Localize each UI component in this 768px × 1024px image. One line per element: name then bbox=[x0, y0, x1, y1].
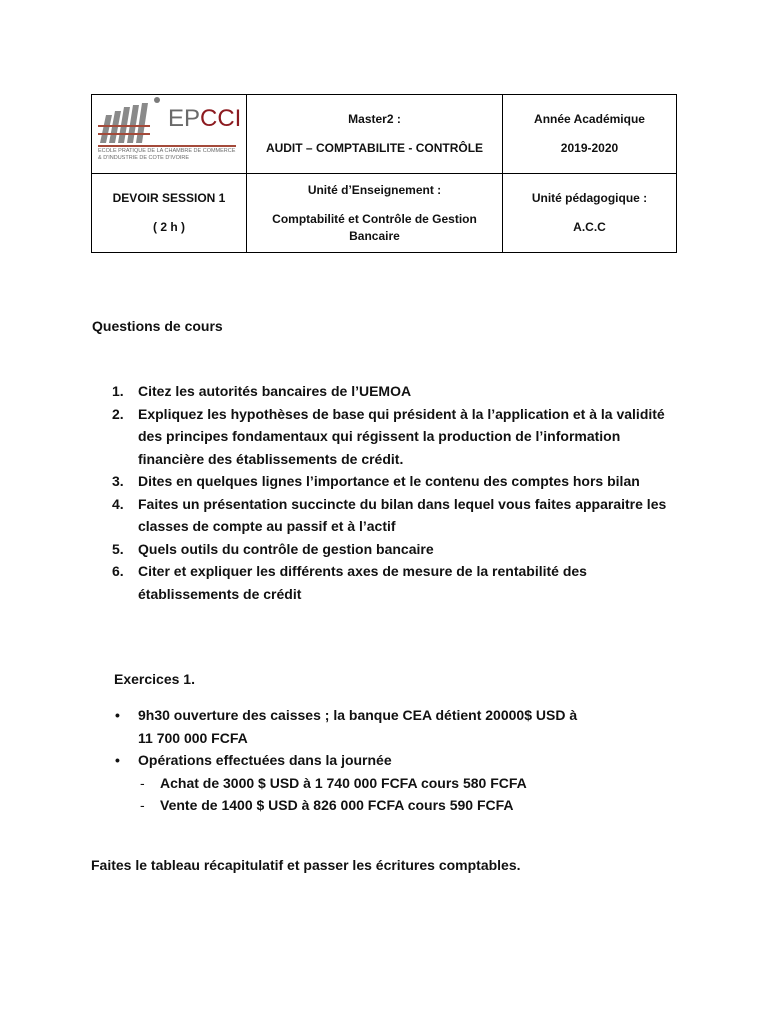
operation-text: Vente de 1400 $ USD à 826 000 FCFA cours 590 FCFA bbox=[160, 797, 514, 813]
logo-rule bbox=[98, 145, 236, 147]
bullet-icon: • bbox=[115, 707, 120, 723]
logo-dot bbox=[154, 97, 160, 103]
list-item bbox=[112, 704, 682, 749]
exercise-title: Exercices 1. bbox=[114, 671, 195, 687]
header-row-1 bbox=[92, 95, 677, 174]
dash-icon: - bbox=[140, 774, 145, 791]
logo-wordmark: EPCCI bbox=[168, 105, 242, 132]
question-text: Expliquez les hypothèses de base qui président à la l’application et à la validité des principes fondamentaux qui régissent la production de l’information financière des établissements de crédit. bbox=[138, 405, 665, 467]
question-item bbox=[112, 380, 682, 403]
question-text: Quels outils du contrôle de gestion bancaire bbox=[138, 540, 434, 557]
operations-list bbox=[138, 772, 682, 817]
question-text: Citez les autorités bancaires de l’UEMOA bbox=[138, 383, 412, 399]
year-cell bbox=[503, 95, 677, 174]
up-value: A.C.C bbox=[573, 220, 606, 234]
logo-cell bbox=[92, 95, 247, 174]
up-label: Unité pédagogique : bbox=[531, 191, 648, 205]
exam-title: DEVOIR SESSION 1 bbox=[112, 191, 226, 205]
year-label: Année Académique bbox=[534, 112, 645, 126]
program-name: AUDIT – COMPTABILITE - CONTRÔLE bbox=[265, 141, 484, 155]
question-number: 4. bbox=[112, 495, 124, 512]
logo-subtitle-line2: & D'INDUSTRIE DE COTE D'IVOIRE bbox=[98, 155, 190, 161]
epcci-logo bbox=[98, 97, 242, 169]
up-cell bbox=[503, 174, 677, 253]
operation-item bbox=[138, 794, 682, 817]
question-number: 5. bbox=[112, 540, 124, 557]
opening-line-1: 9h30 ouverture des caisses ; la banque CEA détient 20000$ USD à bbox=[138, 707, 578, 723]
question-item bbox=[112, 538, 682, 561]
logo-stripes-icon bbox=[98, 99, 160, 143]
header-table bbox=[91, 94, 677, 253]
question-item bbox=[112, 493, 682, 538]
operation-text: Achat de 3000 $ USD à 1 740 000 FCFA cours 580 FCFA bbox=[160, 774, 527, 791]
question-text: Dites en quelques lignes l’importance et le contenu des comptes hors bilan bbox=[138, 473, 640, 489]
operation-item bbox=[138, 772, 682, 795]
questions-list bbox=[112, 380, 682, 605]
header-row-2 bbox=[92, 174, 677, 253]
questions-title: Questions de cours bbox=[92, 318, 223, 334]
exam-duration: ( 2 h ) bbox=[153, 220, 185, 234]
question-number: 1. bbox=[112, 383, 124, 399]
question-number: 6. bbox=[112, 563, 124, 579]
ue-label: Unité d’Enseignement : bbox=[307, 182, 442, 197]
exam-cell bbox=[92, 174, 247, 253]
exercise-list bbox=[112, 704, 682, 817]
logo-subtitle-line1: ECOLE PRATIQUE DE LA CHAMBRE DE COMMERCE bbox=[98, 148, 236, 154]
year-value: 2019-2020 bbox=[560, 141, 619, 155]
ue-cell bbox=[247, 174, 503, 253]
question-number: 2. bbox=[112, 405, 124, 422]
logo-subtitle bbox=[98, 148, 238, 162]
list-item bbox=[112, 749, 682, 817]
question-item bbox=[112, 470, 682, 493]
program-cell bbox=[247, 95, 503, 174]
question-text: Faites un présentation succincte du bilan dans lequel vous faites apparaitre les classes de compte au passif et à l’actif bbox=[138, 495, 667, 534]
question-number: 3. bbox=[112, 473, 124, 489]
program-label: Master2 : bbox=[348, 112, 401, 126]
ue-name: Comptabilité et Contrôle de Gestion Bancaire bbox=[272, 211, 477, 243]
question-item bbox=[112, 403, 682, 471]
question-text: Citer et expliquer les différents axes de mesure de la rentabilité des établissements de crédit bbox=[138, 563, 587, 602]
operations-intro: Opérations effectuées dans la journée bbox=[138, 752, 392, 768]
bullet-icon: • bbox=[115, 752, 120, 768]
question-item bbox=[112, 560, 682, 605]
instruction-text: Faites le tableau récapitulatif et passer les écritures comptables. bbox=[91, 857, 521, 873]
opening-line-2: 11 700 000 FCFA bbox=[138, 729, 248, 746]
dash-icon: - bbox=[140, 797, 145, 813]
